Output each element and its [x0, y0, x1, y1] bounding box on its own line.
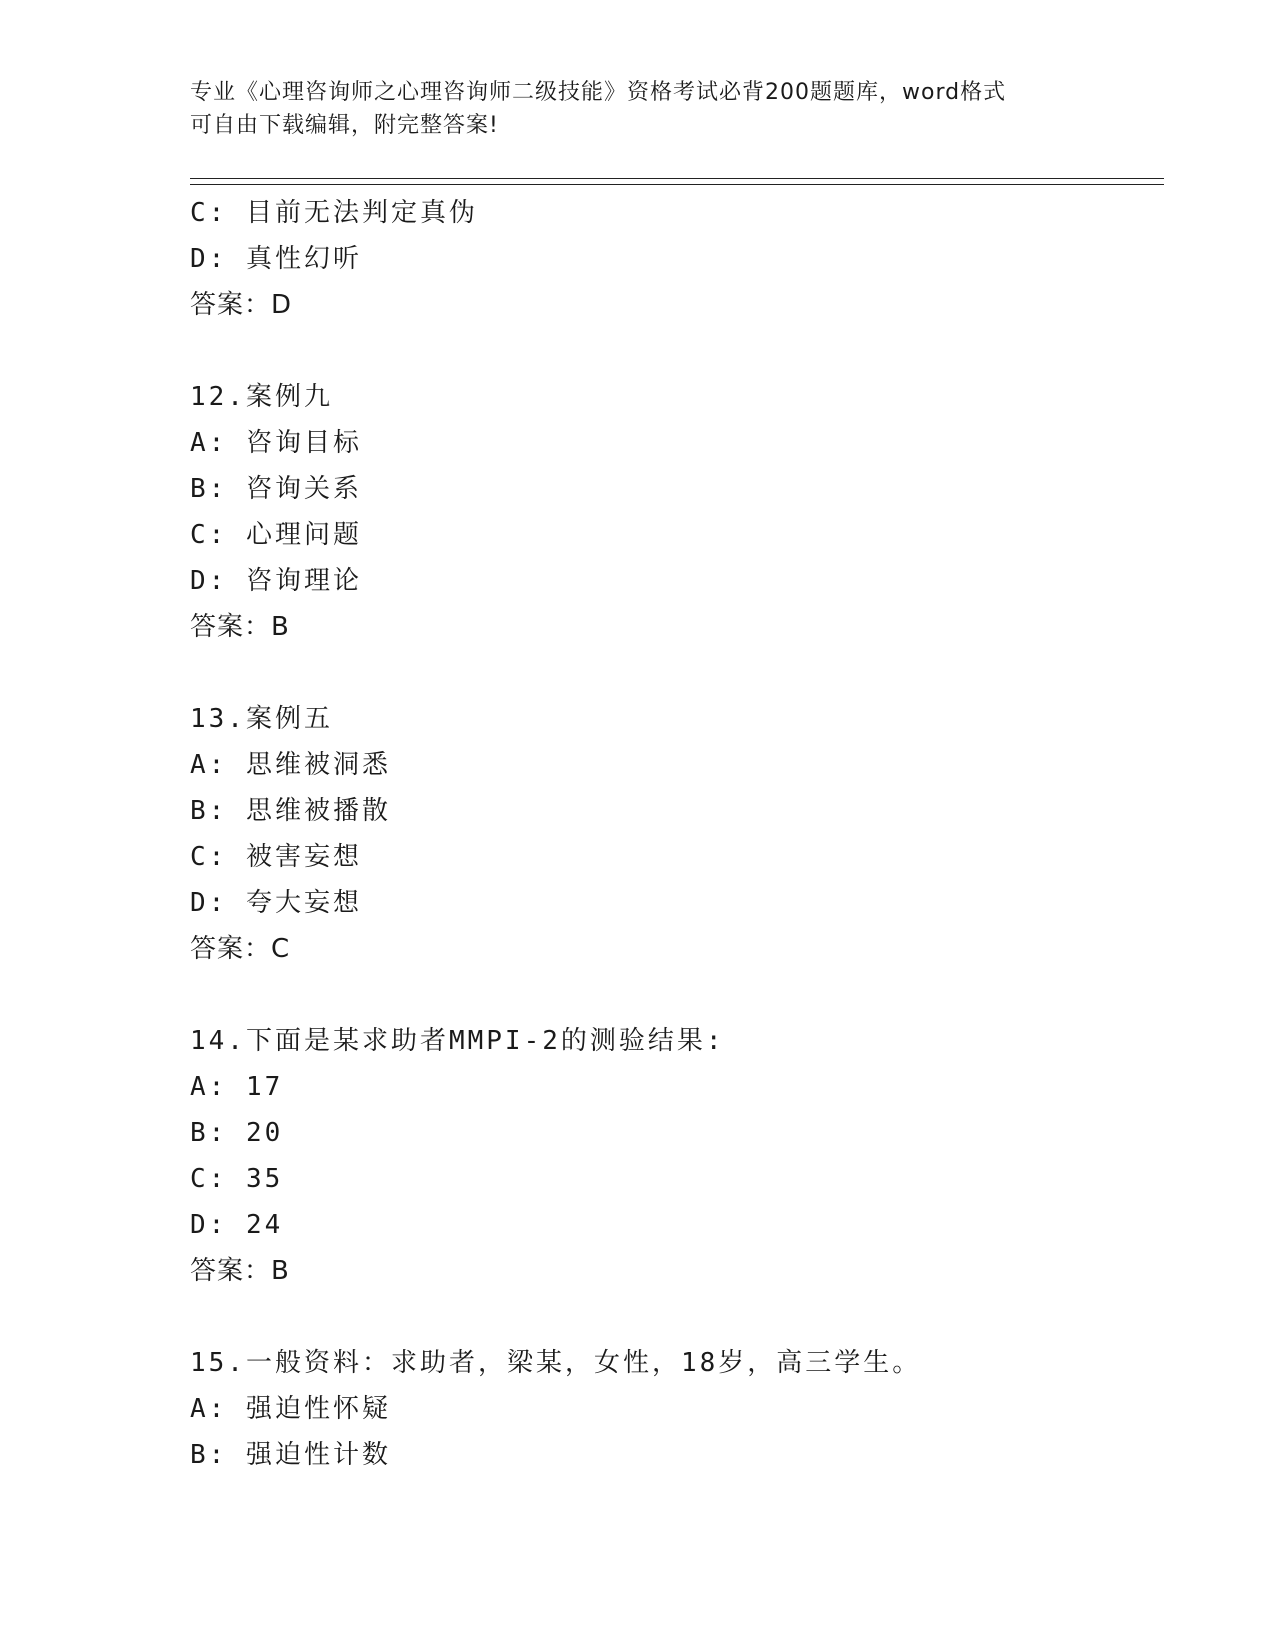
question-13 [190, 696, 1170, 972]
option-a: A: 强迫性怀疑 [190, 1394, 391, 1424]
option-b: B: 思维被播散 [190, 796, 391, 826]
header-line-2: 可自由下载编辑，附完整答案! [190, 113, 499, 138]
option-c: C: 被害妄想 [190, 842, 362, 872]
question-title: 13.案例五 [190, 704, 333, 734]
question-11-fragment [190, 190, 1170, 328]
header-divider-bottom [190, 184, 1164, 185]
option-c: C: 心理问题 [190, 520, 362, 550]
option-b: B: 20 [190, 1118, 284, 1148]
option-a: A: 思维被洞悉 [190, 750, 391, 780]
spacer [190, 1294, 1170, 1340]
option-d: D: 24 [190, 1210, 284, 1240]
option-b: B: 咨询关系 [190, 474, 362, 504]
header-divider-top [190, 178, 1164, 179]
spacer [190, 650, 1170, 696]
question-title: 12.案例九 [190, 382, 333, 412]
question-list [190, 190, 1170, 1478]
question-12 [190, 374, 1170, 650]
answer: 答案：D [190, 290, 293, 320]
option-c: C: 35 [190, 1164, 284, 1194]
header-line-1: 专业《心理咨询师之心理咨询师二级技能》资格考试必背200题题库，word格式 [190, 80, 1007, 105]
question-title: 15.一般资料：求助者，梁某，女性，18岁，高三学生。 [190, 1348, 922, 1378]
spacer [190, 328, 1170, 374]
answer: 答案：B [190, 612, 290, 642]
option-a: A: 17 [190, 1072, 284, 1102]
option-d: D: 咨询理论 [190, 566, 362, 596]
spacer [190, 972, 1170, 1018]
option-c: C: 目前无法判定真伪 [190, 198, 478, 228]
document-header [190, 76, 1090, 142]
question-title: 14.下面是某求助者MMPI-2的测验结果: [190, 1026, 725, 1056]
option-d: D: 真性幻听 [190, 244, 362, 274]
option-b: B: 强迫性计数 [190, 1440, 391, 1470]
answer: 答案：B [190, 1256, 290, 1286]
answer: 答案：C [190, 934, 291, 964]
question-14 [190, 1018, 1170, 1294]
option-a: A: 咨询目标 [190, 428, 362, 458]
question-15 [190, 1340, 1170, 1478]
option-d: D: 夸大妄想 [190, 888, 362, 918]
